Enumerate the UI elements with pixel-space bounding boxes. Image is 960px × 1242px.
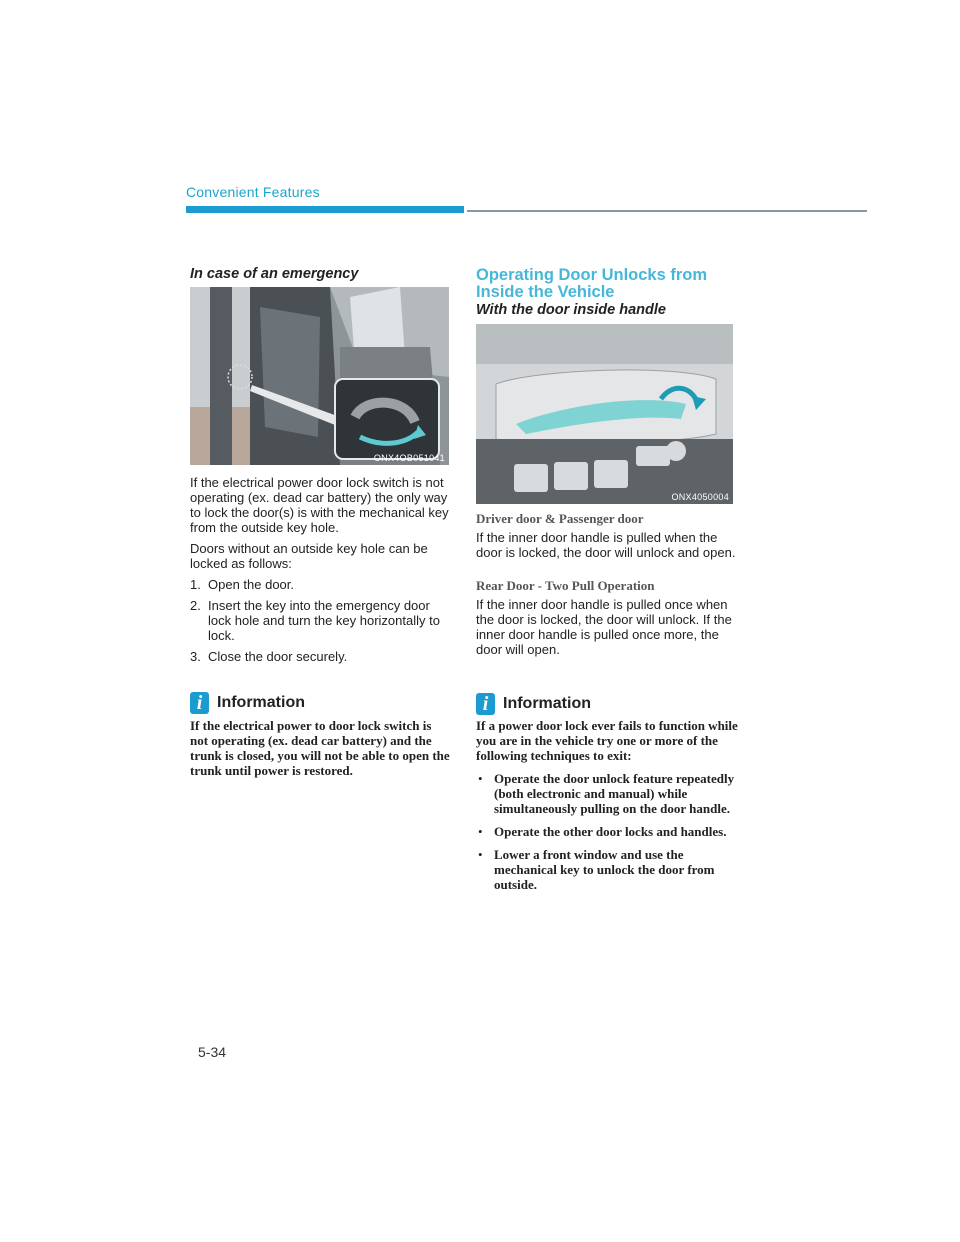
- list-item: • Lower a front window and use the mechanical key to unlock the door from outside.: [476, 847, 738, 892]
- info-icon: i: [190, 692, 209, 714]
- list-item: 2. Insert the key into the emergency door lock hole and turn the key horizontally to lock.: [190, 598, 440, 643]
- info-note: If the electrical power to door lock switch is not operating (ex. dead car battery) and the trunk is closed, you will not be able to open the trunk until power is restored.: [190, 718, 450, 778]
- inner-door-handle-illustration: [476, 324, 733, 504]
- image-code-label: ONX4050004: [671, 492, 729, 502]
- right-body: [476, 511, 738, 657]
- paragraph: Doors without an outside key hole can be locked as follows:: [190, 541, 428, 571]
- list-item: 3. Close the door securely.: [190, 649, 348, 664]
- paragraph: If the inner door handle is pulled once when the door is locked, the door will unlock. If the inner door handle is pulled once more, the door will open.: [476, 597, 732, 657]
- list-item: • Operate the other door locks and handles.: [476, 824, 738, 839]
- paragraph: If the electrical power door lock switch is not operating (ex. dead car battery) the only way to lock the door(s) is with the mechanical key from the outside key hole.: [190, 475, 449, 535]
- list-item: • Operate the door unlock feature repeatedly (both electronic and manual) while simultaneously pulling on the door handle.: [476, 771, 738, 816]
- info-note: If a power door lock ever fails to function while you are in the vehicle try one or more of the following techniques to exit: • Operate the door unlock feature repeatedly (both electronic and manual) while simultaneously pulling on the door handle. • Operate the other door locks and handles. • Lower a front window and use the mechanical key to unlock the door from outside.: [476, 718, 738, 892]
- page-number: 5-34: [198, 1044, 227, 1060]
- door-emergency-lock-illustration: [190, 287, 449, 465]
- paragraph: If the inner door handle is pulled when the door is locked, the door will unlock and open.: [476, 530, 736, 560]
- chapter-title: Convenient Features: [186, 184, 320, 200]
- list-item: 1. Open the door.: [190, 577, 295, 592]
- info-title: Information: [503, 695, 591, 712]
- info-title: Information: [217, 694, 305, 711]
- section-title: Operating Door Unlocks from Inside the Vehicle: [476, 266, 708, 301]
- rear-door-heading: Rear Door - Two Pull Operation: [476, 578, 655, 593]
- image-code-label: ONX4OB051041: [373, 453, 445, 463]
- door-handle-image: [476, 324, 733, 504]
- emergency-lock-image: [190, 287, 449, 465]
- header-divider: [467, 210, 867, 212]
- left-body: [190, 475, 452, 664]
- door-handle-subheading: With the door inside handle: [476, 302, 666, 318]
- exit-techniques-list: [476, 771, 738, 892]
- info-icon: i: [476, 693, 495, 715]
- driver-passenger-heading: Driver door & Passenger door: [476, 511, 644, 526]
- lock-steps-list: [190, 577, 452, 664]
- info-heading: [476, 693, 591, 715]
- emergency-heading: In case of an emergency: [190, 266, 359, 282]
- header-accent-bar: [186, 206, 464, 213]
- info-heading: [190, 692, 305, 714]
